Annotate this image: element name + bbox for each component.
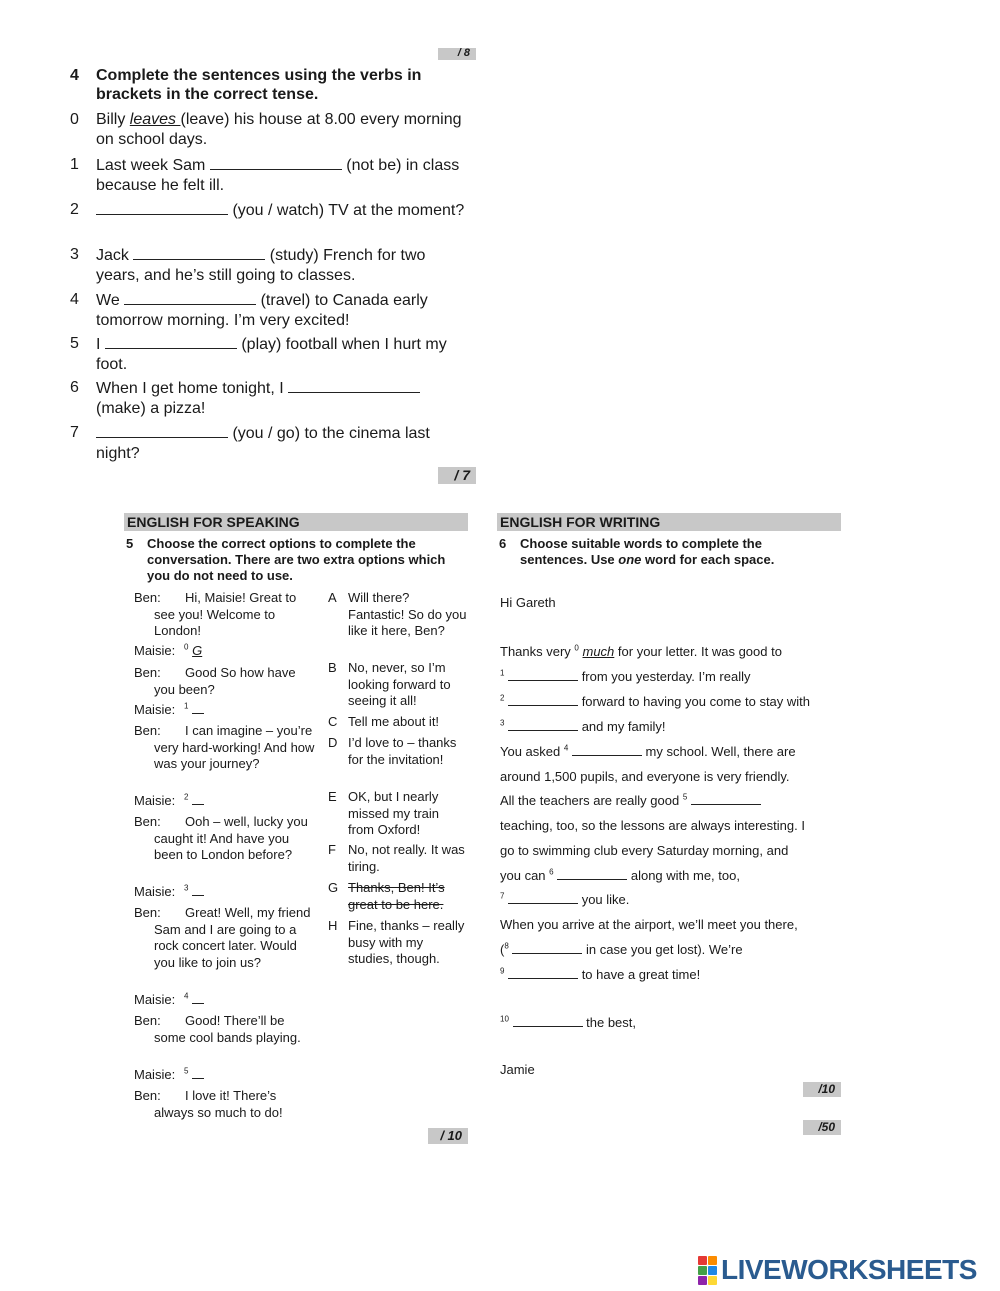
letter-line: teaching, too, so the lessons are always interesting. I (500, 818, 805, 833)
speaker-label: Ben: (134, 814, 161, 829)
conversation-line (134, 643, 319, 660)
letter-line: $^1$ from you yesterday. I’m really (500, 668, 751, 684)
option-f (328, 842, 468, 875)
speaker-label: Maisie: (134, 992, 176, 1007)
answer-blank[interactable] (192, 992, 204, 1004)
section4-score: / 7 (438, 467, 476, 484)
item-text: Jack (study) French for two years, and he’s still going to classes. (96, 247, 426, 284)
letter-line: All the teachers are really good $^5$ (500, 793, 761, 809)
blank-input[interactable] (508, 967, 578, 979)
logo-tile (698, 1256, 707, 1265)
example-answer: leaves (129, 111, 181, 128)
letter-line: $^7$ you like. (500, 891, 630, 907)
item-text: When I get home tonight, I (make) a pizza! (96, 378, 470, 419)
logo-mark-icon (698, 1256, 717, 1285)
answer-blank[interactable] (192, 793, 204, 805)
blank-input[interactable] (105, 334, 237, 349)
utterance: Hi, Maisie! Great to see you! Welcome to London! (154, 590, 297, 638)
section4-number: 4 (70, 67, 79, 84)
option-b (328, 660, 468, 710)
letter-line: When you arrive at the airport, we’ll meet you there, (500, 917, 798, 932)
answer-blank[interactable] (192, 702, 204, 714)
conversation-line (134, 1088, 319, 1121)
option-text: No, never, so I’m looking forward to seeing it all! (348, 660, 451, 708)
blank-input[interactable] (124, 290, 256, 305)
answer-blank[interactable] (192, 1067, 204, 1079)
blank-input[interactable] (513, 1015, 583, 1027)
liveworksheets-logo (698, 1255, 977, 1285)
utterance: Good! There’ll be some cool bands playing. (154, 1013, 301, 1045)
utterance: 1 (184, 702, 319, 719)
letter-line: You asked $^4$ my school. Well, there are (500, 743, 796, 759)
logo-tile (708, 1256, 717, 1265)
logo-tile (708, 1266, 717, 1275)
option-text: I’d love to – thanks for the invitation! (348, 735, 457, 767)
speaker-label: Maisie: (134, 793, 176, 808)
section4-item (70, 378, 470, 419)
item-text: Last week Sam (not be) in class because he felt ill. (96, 157, 460, 194)
item-number: 6 (70, 379, 79, 396)
item-number: 4 (70, 291, 79, 308)
section4-item (70, 245, 470, 286)
speaker-label: Ben: (134, 590, 161, 605)
speaking-header: ENGLISH FOR SPEAKING (124, 513, 468, 531)
blank-input[interactable] (508, 669, 578, 681)
logo-tile (698, 1266, 707, 1275)
option-letter: C (328, 714, 338, 729)
option-letter: A (328, 590, 337, 605)
option-c (328, 714, 468, 731)
letter-line: you can $^6$ along with me, too, (500, 867, 740, 883)
speaker-label: Maisie: (134, 643, 176, 658)
utterance: 3 (184, 884, 319, 901)
section4-title (70, 66, 470, 104)
speaker-label: Ben: (134, 723, 161, 738)
option-text: OK, but I nearly missed my train from Oxford! (348, 789, 440, 837)
blank-input[interactable] (508, 719, 578, 731)
item-number: 5 (70, 335, 79, 352)
letter-line: $^3$ and my family! (500, 718, 666, 734)
conversation-line (134, 1013, 319, 1046)
utterance: $^0$ G (184, 642, 203, 658)
utterance: Great! Well, my friend Sam and I are going to a rock concert later. Would you like to join us? (154, 905, 311, 970)
utterance: 2 (184, 793, 319, 810)
option-g (328, 880, 468, 913)
speaker-label: Maisie: (134, 884, 176, 899)
answer-blank[interactable] (192, 884, 204, 896)
option-text: Thanks, Ben! It’s great to be here. (348, 880, 445, 912)
section4-instruction: Complete the sentences using the verbs in brackets in the correct tense. (96, 67, 422, 103)
item-number: 7 (70, 424, 79, 441)
blank-input[interactable] (288, 378, 420, 393)
letter-line: $^2$ forward to having you come to stay with (500, 693, 811, 709)
blank-input[interactable] (210, 155, 342, 170)
total-score: /50 (803, 1120, 841, 1135)
blank-input[interactable] (557, 868, 627, 880)
blank-input[interactable] (572, 744, 642, 756)
logo-tile (698, 1276, 707, 1285)
item-number: 0 (70, 111, 79, 128)
section4-item (70, 200, 470, 221)
option-h (328, 918, 468, 968)
writing-header: ENGLISH FOR WRITING (497, 513, 841, 531)
item-text: Billy leaves (leave) his house at 8.00 every morning on school days. (96, 111, 462, 148)
writing-score: /10 (803, 1082, 841, 1097)
section4-item (70, 290, 470, 331)
conversation-line (134, 793, 319, 810)
option-letter: G (328, 880, 339, 895)
conversation-line (134, 814, 319, 864)
logo-tile (708, 1276, 717, 1285)
speaker-label: Maisie: (134, 702, 176, 717)
option-text: No, not really. It was tiring. (348, 842, 465, 874)
utterance: Ooh – well, lucky you caught it! And have you been to London before? (154, 814, 308, 862)
utterance: 4 (184, 992, 319, 1009)
section4-item (70, 155, 470, 196)
logo-text: LIVEWORKSHEETS (721, 1254, 977, 1285)
letter-line: Thanks very $^0$ much for your letter. It was good to (500, 643, 782, 659)
utterance: Good So how have you been? (154, 665, 296, 697)
conversation-line (134, 702, 319, 719)
letter-line: $^9$ to have a great time! (500, 966, 701, 982)
utterance: I love it! There’s always so much to do! (154, 1088, 283, 1120)
speaker-label: Maisie: (134, 1067, 176, 1082)
item-number: 1 (70, 156, 79, 173)
option-letter: E (328, 789, 337, 804)
speaker-label: Ben: (134, 905, 161, 920)
speaking-score: / 10 (428, 1128, 468, 1144)
utterance: 5 (184, 1067, 319, 1084)
letter-line: ($^8$ in case you get lost). We’re (500, 941, 743, 957)
letter-greeting: Hi Gareth (500, 595, 556, 610)
previous-section-score: / 8 (438, 48, 476, 60)
speaking-instruction: 5 Choose the correct options to complete the conversation. There are two extra options which you do not need to use. (126, 536, 446, 583)
section4-item (70, 423, 470, 464)
item-number: 3 (70, 246, 79, 263)
blank-input[interactable] (512, 942, 582, 954)
letter-signature: Jamie (500, 1062, 535, 1077)
blank-input[interactable] (96, 200, 228, 215)
conversation-line (134, 1067, 319, 1084)
speaker-label: Ben: (134, 1013, 161, 1028)
utterance: I can imagine – you’re very hard-working! And how was your journey? (154, 723, 315, 771)
example-answer: much (582, 644, 615, 659)
item-text: (you / go) to the cinema last night? (96, 425, 430, 462)
item-number: 2 (70, 201, 79, 218)
writing-instruction: 6 Choose suitable words to complete the sentences. Use one word for each space. (499, 536, 775, 567)
option-d (328, 735, 468, 768)
option-text: Tell me about it! (348, 714, 440, 729)
item-text: I (play) football when I hurt my foot. (96, 336, 447, 373)
letter-closing: $^{10}$ the best, (500, 1014, 637, 1030)
speaker-label: Ben: (134, 1088, 161, 1103)
blank-input[interactable] (133, 245, 265, 260)
conversation-line (134, 992, 319, 1009)
blank-input[interactable] (96, 423, 228, 438)
option-letter: D (328, 735, 338, 750)
conversation-line (134, 590, 319, 640)
conversation-line (134, 905, 319, 971)
conversation-line (134, 665, 319, 698)
blank-input[interactable] (691, 793, 761, 805)
speaker-label: Ben: (134, 665, 161, 680)
section4-item (70, 334, 470, 375)
option-letter: B (328, 660, 337, 675)
option-e (328, 789, 468, 839)
option-letter: H (328, 918, 338, 933)
option-text: Fine, thanks – really busy with my studies, though. (348, 918, 465, 966)
conversation-line (134, 723, 319, 773)
conversation-line (134, 884, 319, 901)
item-text: (you / watch) TV at the moment? (96, 200, 470, 221)
letter-line: go to swimming club every Saturday morning, and (500, 843, 789, 858)
item-text: We (travel) to Canada early tomorrow morning. I’m very excited! (96, 292, 428, 329)
option-text: Will there? Fantastic! So do you like it here, Ben? (348, 590, 467, 638)
letter-line: around 1,500 pupils, and everyone is very friendly. (500, 769, 790, 784)
blank-input[interactable] (508, 892, 578, 904)
section4-item (70, 110, 470, 150)
example-answer: G (192, 643, 203, 658)
blank-input[interactable] (508, 694, 578, 706)
option-letter: F (328, 842, 336, 857)
option-a (328, 590, 468, 640)
